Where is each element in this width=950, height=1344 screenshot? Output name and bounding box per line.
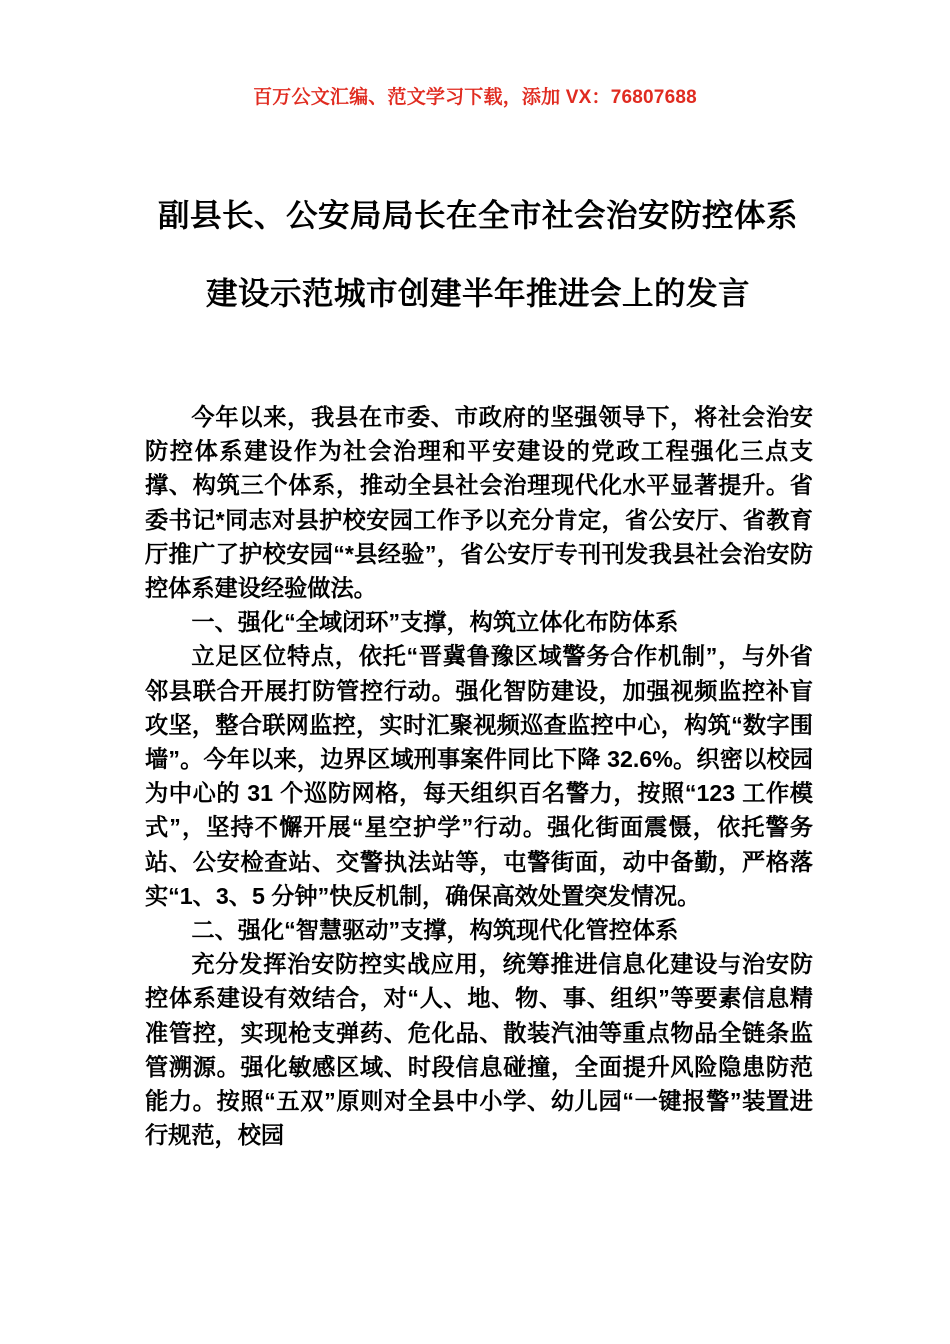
body-paragraph: 充分发挥治安防控实战应用，统筹推进信息化建设与治安防控体系建设有效结合，对“人、地、物、事、组织”等要素信息精准管控，实现枪支弹药、危化品、散装汽油等重点物品全链条监管溯源。强化敏感区域、时段信息碰撞，全面提升风险隐患防范能力。按照“五双”原则对全县中小学、幼儿园“一键报警”装置进行规范，校园 xyxy=(145,951,813,1149)
document-body xyxy=(145,400,813,1152)
body-paragraph: 立足区位特点，依托“晋冀鲁豫区域警务合作机制”，与外省邻县联合开展打防管控行动。强化智防建设，加强视频监控补盲攻坚，整合联网监控，实时汇聚视频巡查监控中心，构筑“数字围墙”。今年以来，边界区域刑事案件同比下降 32.6%。织密以校园为中心的 31 个巡防网格，每天组织百名警力，按照“123 工作模式”，坚持不懈开展“星空护学”行动。强化街面震慑，依托警务站、公安检查站、交警执法站等，屯警街面，动中备勤，严格落实“1、3、5 分钟”快反机制，确保高效处置突发情况。 xyxy=(145,643,813,909)
section-heading: 二、强化“智慧驱动”支撑，构筑现代化管控体系 xyxy=(191,917,679,944)
promo-banner: 百万公文汇编、范文学习下载，添加 VX：76807688 xyxy=(253,87,697,108)
body-paragraph: 今年以来，我县在市委、市政府的坚强领导下，将社会治安防控体系建设作为社会治理和平安建设的党政工程强化三点支撑、构筑三个体系，推动全县社会治理现代化水平显著提升。省委书记*同志对县护校安园工作予以充分肯定，省公安厅、省教育厅推广了护校安园“*县经验”，省公安厅专刊刊发我县社会治安防控体系建设经验做法。 xyxy=(145,404,813,602)
document-title: 副县长、公安局局长在全市社会治安防控体系建设示范城市创建半年推进会上的发言 xyxy=(157,197,798,311)
section-heading: 一、强化“全域闭环”支撑，构筑立体化布防体系 xyxy=(191,609,679,636)
